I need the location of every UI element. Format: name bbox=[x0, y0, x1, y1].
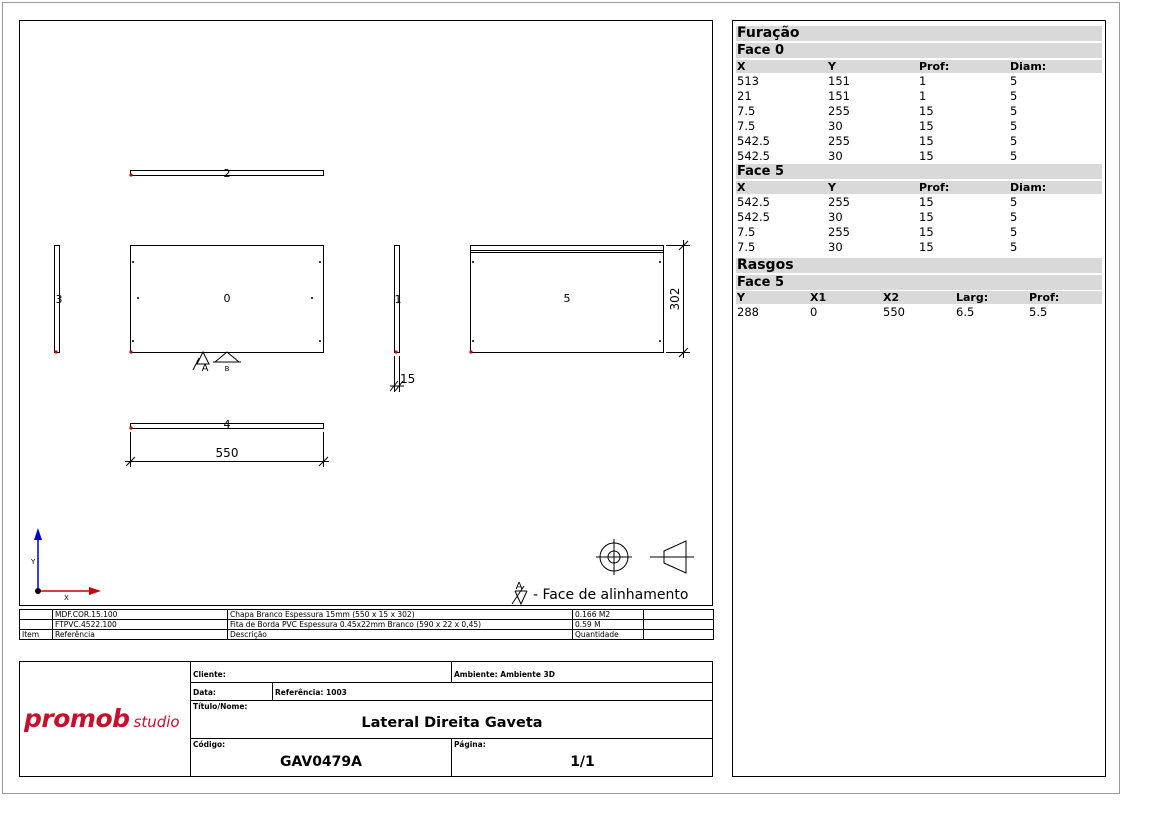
table-cell: 542.5 bbox=[737, 195, 770, 209]
table-cell: 15 bbox=[919, 210, 934, 224]
face0-title: Face 0 bbox=[736, 43, 1102, 58]
part-label-1: 1 bbox=[394, 293, 402, 306]
bom-item bbox=[20, 620, 53, 630]
origin-dot-face0 bbox=[129, 350, 132, 353]
table-cell: 1 bbox=[919, 74, 927, 88]
table-cell: 5 bbox=[1010, 134, 1018, 148]
titulo-value: Lateral Direita Gaveta bbox=[361, 715, 543, 731]
logo-cell bbox=[20, 662, 191, 776]
table-cell: 30 bbox=[828, 240, 843, 254]
table-cell: 5 bbox=[1010, 104, 1018, 118]
table-cell: 15 bbox=[919, 149, 934, 163]
bom-header-row bbox=[20, 630, 714, 640]
table-cell: 151 bbox=[828, 89, 850, 103]
codigo-label: Código: bbox=[193, 740, 226, 749]
table-cell: 5 bbox=[1010, 225, 1018, 239]
table-cell: 7.5 bbox=[737, 104, 756, 118]
table-cell: 5 bbox=[1010, 240, 1018, 254]
table-cell: 15 bbox=[919, 119, 934, 133]
rasgos-header bbox=[736, 291, 1102, 304]
pagina-label: Página: bbox=[454, 740, 486, 749]
marker-b-label: B bbox=[224, 365, 230, 373]
alignment-legend: - Face de alinhamento bbox=[533, 587, 689, 603]
col-header: Larg: bbox=[956, 291, 989, 304]
table-cell: 7.5 bbox=[737, 240, 756, 254]
table-cell: 30 bbox=[828, 210, 843, 224]
table-cell: 7.5 bbox=[737, 119, 756, 133]
bom-qty: 0.166 M2 bbox=[573, 610, 644, 620]
cliente-label: Cliente: bbox=[193, 670, 226, 679]
bom-desc: Chapa Branco Espessura 15mm (550 x 15 x 302) bbox=[228, 610, 573, 620]
table-cell: 15 bbox=[919, 195, 934, 209]
table-cell: 5 bbox=[1010, 149, 1018, 163]
data-cell bbox=[191, 683, 273, 701]
axis-x-arrow-icon bbox=[89, 587, 101, 595]
bom-header-qty: Quantidade bbox=[573, 630, 644, 640]
hole-mark bbox=[132, 340, 134, 342]
hole-mark bbox=[319, 340, 321, 342]
table-cell: 5 bbox=[1010, 119, 1018, 133]
bom-header-item: Item bbox=[20, 630, 53, 640]
table-cell: 7.5 bbox=[737, 225, 756, 239]
col-header: Diam: bbox=[1010, 181, 1047, 194]
table-cell: 5 bbox=[1010, 210, 1018, 224]
title-block bbox=[19, 661, 713, 777]
col-header: Y bbox=[828, 181, 836, 194]
part-label-2: 2 bbox=[223, 167, 231, 180]
table-cell: 5 bbox=[1010, 74, 1018, 88]
col-header: X1 bbox=[810, 291, 827, 304]
bom-header-desc: Descrição bbox=[228, 630, 573, 640]
ambiente-label: Ambiente: Ambiente 3D bbox=[454, 670, 555, 679]
titulo-cell bbox=[191, 701, 713, 739]
table-row bbox=[736, 89, 1102, 104]
table-cell: 255 bbox=[828, 225, 850, 239]
data-label: Data: bbox=[193, 688, 216, 697]
table-cell: 15 bbox=[919, 104, 934, 118]
table-cell: 542.5 bbox=[737, 134, 770, 148]
face5-header bbox=[736, 181, 1102, 194]
projection-circle-icon bbox=[596, 539, 632, 575]
table-cell: 151 bbox=[828, 74, 850, 88]
face5-title: Face 5 bbox=[736, 164, 1102, 179]
part-label-0: 0 bbox=[223, 292, 231, 305]
table-cell: 15 bbox=[919, 240, 934, 254]
pagina-cell bbox=[452, 739, 713, 776]
hole-mark bbox=[472, 340, 474, 342]
table-row bbox=[736, 195, 1102, 210]
col-header: Prof: bbox=[1029, 291, 1060, 304]
table-cell: 5 bbox=[1010, 89, 1018, 103]
marker-b-icon bbox=[213, 352, 241, 362]
table-cell: 550 bbox=[883, 305, 905, 319]
hole-mark bbox=[472, 261, 474, 263]
table-cell: 542.5 bbox=[737, 149, 770, 163]
table-row bbox=[736, 240, 1102, 255]
dim-height: 302 bbox=[668, 287, 682, 311]
col-header: Y bbox=[737, 291, 745, 304]
table-cell: 255 bbox=[828, 104, 850, 118]
part-label-3: 3 bbox=[55, 293, 63, 306]
col-header: X2 bbox=[883, 291, 900, 304]
bom-extra bbox=[644, 620, 714, 630]
table-row bbox=[736, 104, 1102, 119]
axis-y-label: Y bbox=[31, 558, 36, 566]
col-header: Y bbox=[828, 60, 836, 73]
rasgos-face-title: Face 5 bbox=[736, 275, 1102, 290]
axis-x-label: X bbox=[64, 594, 69, 602]
referencia-label: Referência: 1003 bbox=[275, 688, 347, 697]
logo-sub: studio bbox=[133, 713, 180, 731]
bom-ref: FTPVC.4522.100 bbox=[53, 620, 228, 630]
titulo-label: Título/Nome: bbox=[193, 702, 248, 711]
part-label-4: 4 bbox=[223, 418, 231, 431]
axis-y-arrow-icon bbox=[34, 528, 42, 540]
table-cell: 288 bbox=[737, 305, 759, 319]
table-row bbox=[736, 210, 1102, 225]
face0-header bbox=[736, 60, 1102, 73]
bom-extra bbox=[644, 610, 714, 620]
table-row bbox=[736, 74, 1102, 89]
table-cell: 15 bbox=[919, 225, 934, 239]
table-row bbox=[736, 134, 1102, 149]
table-cell: 5 bbox=[1010, 195, 1018, 209]
machining-panel bbox=[732, 20, 1106, 777]
table-cell: 542.5 bbox=[737, 210, 770, 224]
hole-mark bbox=[137, 297, 139, 299]
hole-mark bbox=[319, 261, 321, 263]
bom-row bbox=[20, 610, 714, 620]
brand-logo bbox=[24, 704, 180, 733]
table-row bbox=[736, 225, 1102, 240]
table-cell: 255 bbox=[828, 134, 850, 148]
logo-main: promob bbox=[24, 704, 130, 733]
codigo-value: GAV0479A bbox=[279, 754, 362, 770]
table-cell: 6.5 bbox=[956, 305, 975, 319]
table-cell: 30 bbox=[828, 149, 843, 163]
table-cell: 15 bbox=[919, 134, 934, 148]
bom-qty: 0.59 M bbox=[573, 620, 644, 630]
table-cell: 30 bbox=[828, 119, 843, 133]
dim-width: 550 bbox=[215, 446, 239, 460]
hole-mark bbox=[659, 340, 661, 342]
origin-dot-side bbox=[394, 350, 397, 353]
pagina-value: 1/1 bbox=[570, 754, 595, 770]
dim-thickness: 15 bbox=[400, 372, 416, 386]
bom-row bbox=[20, 620, 714, 630]
table-cell: 21 bbox=[737, 89, 752, 103]
table-cell: 5.5 bbox=[1029, 305, 1048, 319]
bom-extra bbox=[644, 630, 714, 640]
part-label-5: 5 bbox=[563, 292, 571, 305]
hole-mark bbox=[659, 261, 661, 263]
origin-dot-top bbox=[129, 173, 132, 176]
bom-desc: Fita de Borda PVC Espessura 0.45x22mm Branco (590 x 22 x 0,45) bbox=[228, 620, 573, 630]
origin-dot-left bbox=[54, 350, 57, 353]
referencia-cell bbox=[273, 683, 713, 701]
alignment-letter: A bbox=[515, 581, 523, 592]
col-header: Prof: bbox=[919, 60, 950, 73]
furacao-title: Furação bbox=[736, 26, 1102, 41]
origin-dot-face5 bbox=[469, 350, 472, 353]
ambiente-cell bbox=[452, 662, 713, 683]
col-header: Prof: bbox=[919, 181, 950, 194]
col-header: X bbox=[737, 181, 746, 194]
table-row bbox=[736, 305, 1102, 320]
cliente-cell bbox=[191, 662, 452, 683]
col-header: Diam: bbox=[1010, 60, 1047, 73]
table-cell: 1 bbox=[919, 89, 927, 103]
bom-header-ref: Referência bbox=[53, 630, 228, 640]
codigo-cell bbox=[191, 739, 452, 776]
hole-mark bbox=[311, 297, 313, 299]
origin-dot-bottom bbox=[129, 426, 132, 429]
axis-origin bbox=[35, 588, 41, 594]
bom-item bbox=[20, 610, 53, 620]
bom-table bbox=[19, 609, 714, 640]
projection-cone-icon bbox=[650, 541, 694, 573]
rasgos-title: Rasgos bbox=[736, 258, 1102, 273]
col-header: X bbox=[737, 60, 746, 73]
hole-mark bbox=[132, 261, 134, 263]
table-row bbox=[736, 149, 1102, 164]
table-cell: 513 bbox=[737, 74, 759, 88]
marker-a-label: A bbox=[201, 363, 209, 374]
drawing-frame bbox=[20, 21, 713, 606]
bom-ref: MDF.COR.15.100 bbox=[53, 610, 228, 620]
table-cell: 255 bbox=[828, 195, 850, 209]
table-cell: 0 bbox=[810, 305, 818, 319]
table-row bbox=[736, 119, 1102, 134]
